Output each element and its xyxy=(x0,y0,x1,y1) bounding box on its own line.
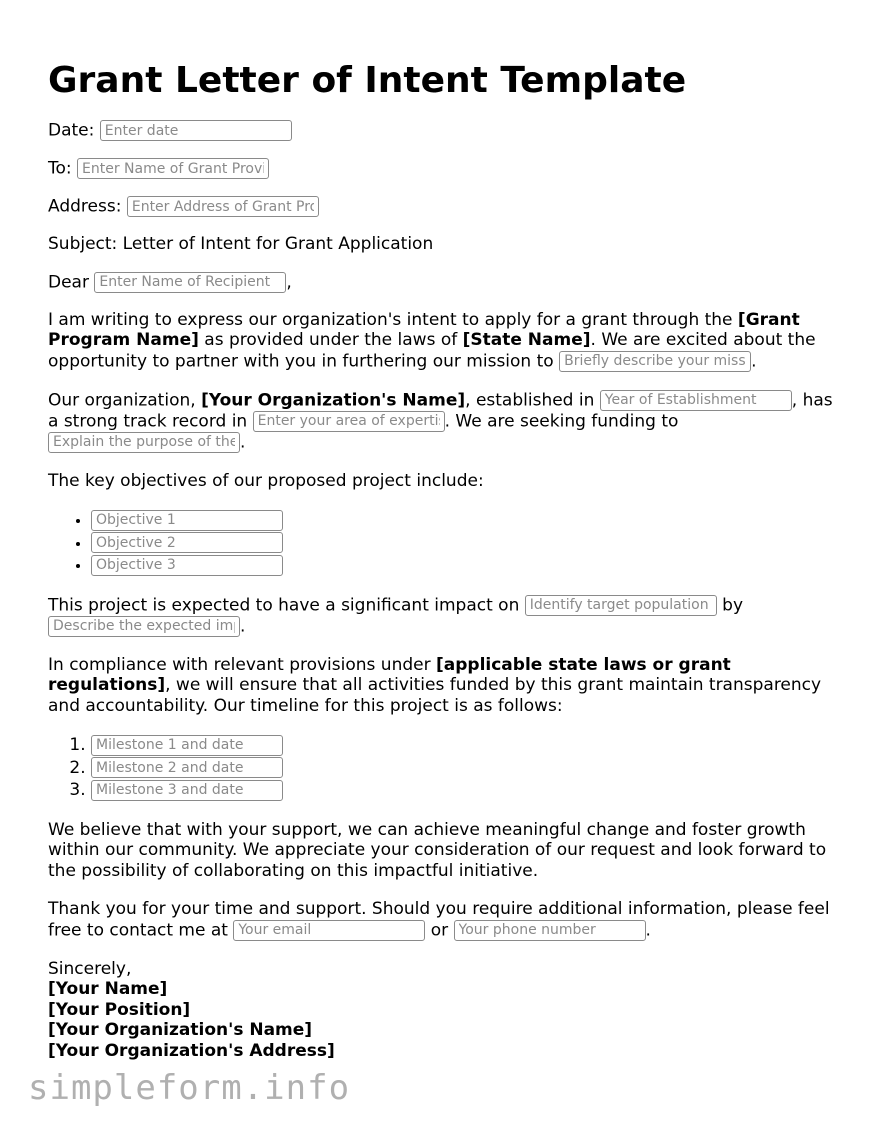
objective-3-input[interactable] xyxy=(91,555,283,576)
list-item xyxy=(91,509,838,532)
impact-paragraph xyxy=(48,595,838,637)
date-input[interactable] xyxy=(100,120,292,141)
mission-input[interactable] xyxy=(559,351,751,372)
para1-text-3: . We are excited about the opportunity to partner with you in furthering our mission to xyxy=(48,330,816,371)
para1-text-2: as provided under the laws of xyxy=(198,330,463,350)
phone-input[interactable] xyxy=(454,920,646,941)
grant-program-name: [Grant Program Name] xyxy=(48,309,800,350)
milestone-2-input[interactable] xyxy=(91,757,283,778)
signer-position: [Your Position] xyxy=(48,999,191,1020)
expertise-input[interactable] xyxy=(253,411,445,432)
recipient-name-input[interactable] xyxy=(94,272,286,293)
grant-provider-input[interactable] xyxy=(77,158,269,179)
para2-text-5: . xyxy=(240,432,246,452)
contact-paragraph xyxy=(48,899,838,941)
date-label: Date: xyxy=(48,120,95,141)
contact-text-3: . xyxy=(645,920,651,940)
para1-text-1: I am writing to express our organization's intent to apply for a grant through the xyxy=(48,309,738,330)
email-input[interactable] xyxy=(233,920,425,941)
grant-provider-address-input[interactable] xyxy=(127,196,319,217)
para2-text-3: , has a strong track record in xyxy=(48,390,833,431)
compliance-paragraph xyxy=(48,655,838,717)
organization-name: [Your Organization's Name] xyxy=(201,390,466,410)
impact-text-3: . xyxy=(240,616,246,636)
contact-text-2: or xyxy=(425,920,454,940)
list-item xyxy=(91,554,838,577)
list-item xyxy=(91,532,838,555)
state-name: [State Name] xyxy=(462,330,591,350)
compliance-text-2: , we will ensure that all activities funded by this grant maintain transparency and accountability. Our timeline for this project is as follows: xyxy=(48,675,822,716)
date-line xyxy=(48,120,838,141)
watermark: simpleform.info xyxy=(28,1068,351,1108)
objectives-list xyxy=(48,509,838,577)
dear-label: Dear xyxy=(48,272,89,292)
subject-line: Subject: Letter of Intent for Grant Application xyxy=(48,234,434,254)
milestone-3-input[interactable] xyxy=(91,780,283,801)
dear-suffix: , xyxy=(286,272,292,292)
impact-text-1: This project is expected to have a significant impact on xyxy=(48,595,525,615)
compliance-text-1: In compliance with relevant provisions under xyxy=(48,654,436,675)
to-label: To: xyxy=(48,158,72,179)
to-line xyxy=(48,158,838,179)
list-item xyxy=(91,779,838,802)
list-item xyxy=(91,734,838,757)
milestone-1-input[interactable] xyxy=(91,735,283,756)
intent-paragraph xyxy=(48,310,838,372)
signer-organization-name: [Your Organization's Name] xyxy=(48,1020,313,1040)
signature-block xyxy=(48,959,838,1062)
para1-text-4: . xyxy=(751,351,757,371)
objective-1-input[interactable] xyxy=(91,510,283,531)
funding-purpose-input[interactable] xyxy=(48,432,240,453)
signer-name: [Your Name] xyxy=(48,979,168,999)
expected-impact-input[interactable] xyxy=(48,616,240,637)
signer-organization-address: [Your Organization's Address] xyxy=(48,1040,335,1061)
page-title: Grant Letter of Intent Template xyxy=(48,60,687,101)
para2-text-1: Our organization, xyxy=(48,390,202,410)
address-label: Address: xyxy=(48,196,122,217)
objective-2-input[interactable] xyxy=(91,532,283,553)
organization-paragraph xyxy=(48,390,838,453)
belief-paragraph: We believe that with your support, we can achieve meaningful change and foster growth within our community. We appreciate your consideration of our request and look forward to the possibility of collaborating on this impactful initiative. xyxy=(48,819,827,881)
applicable-laws: [applicable state laws or grant regulations] xyxy=(48,654,731,695)
closing: Sincerely, xyxy=(48,958,132,979)
letter-page xyxy=(48,58,838,1061)
list-item xyxy=(91,757,838,780)
year-established-input[interactable] xyxy=(600,390,792,411)
address-line xyxy=(48,196,838,217)
impact-text-2: by xyxy=(716,595,744,615)
salutation xyxy=(48,272,838,293)
contact-text-1: Thank you for your time and support. Should you require additional information, please feel free to contact me at xyxy=(48,899,830,940)
para2-text-4: . We are seeking funding to xyxy=(444,411,679,431)
objectives-intro: The key objectives of our proposed project include: xyxy=(48,470,484,491)
target-population-input[interactable] xyxy=(525,595,717,616)
milestones-list xyxy=(48,734,838,802)
para2-text-2: , established in xyxy=(465,390,600,410)
